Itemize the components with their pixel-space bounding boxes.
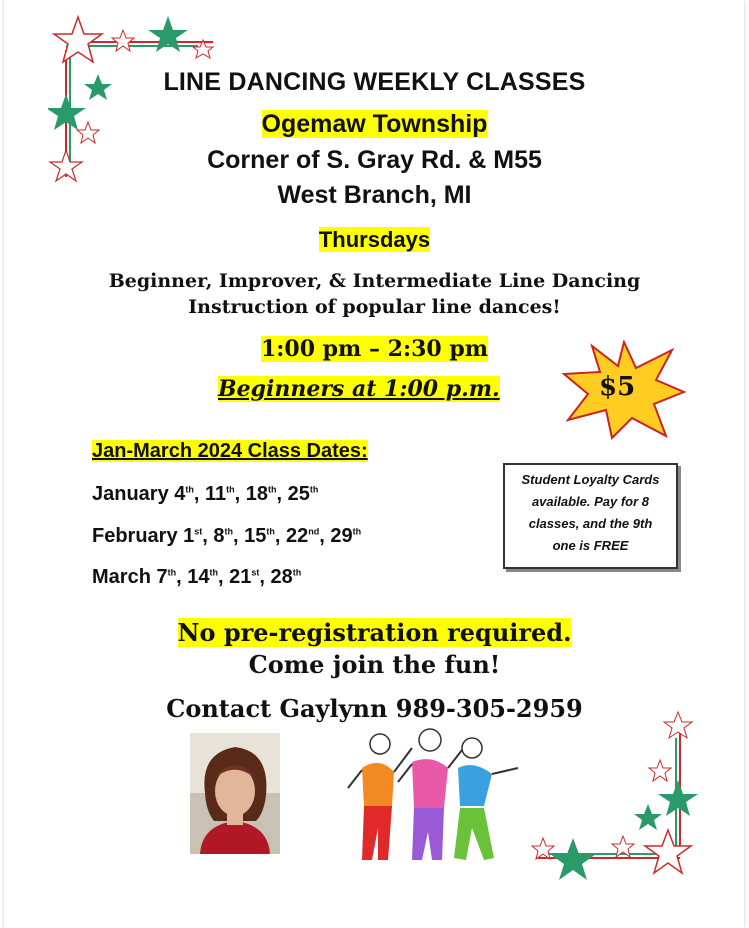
date-suffix: th: [224, 526, 234, 537]
date-day: 25th: [287, 483, 319, 505]
beginners-time: [218, 376, 500, 402]
date-month: March: [92, 566, 157, 588]
date-day: 22nd: [286, 525, 320, 547]
contact-text: Contact Gaylynn 989-305-2959: [166, 694, 583, 723]
date-suffix: th: [167, 567, 177, 578]
class-day-text: Thursdays: [318, 227, 431, 252]
date-day: 29th: [330, 525, 362, 547]
date-day: 1st: [183, 525, 203, 547]
class-time-text: 1:00 pm – 2:30 pm: [260, 336, 489, 362]
date-suffix: st: [194, 526, 203, 537]
date-day: 18th: [245, 483, 277, 505]
star-decoration-bottom-right-icon: [528, 708, 698, 888]
loyalty-line: classes, and the 9th: [528, 516, 653, 531]
loyalty-line: one is FREE: [552, 538, 629, 553]
date-day: 28th: [270, 566, 302, 588]
date-suffix: th: [266, 526, 275, 537]
flyer-title: LINE DANCING WEEKLY CLASSES: [163, 68, 586, 96]
date-suffix: nd: [308, 526, 320, 537]
date-suffix: th: [209, 567, 218, 578]
dates-march: March 7th, 14th, 21st, 28th: [92, 566, 302, 588]
date-suffix: th: [268, 484, 277, 495]
date-day: 21st: [229, 566, 260, 588]
loyalty-card-box: [503, 463, 678, 569]
class-levels: Beginner, Improver, & Intermediate Line Dancing: [108, 270, 641, 292]
class-day: [0, 227, 749, 253]
price-label: $5: [599, 372, 636, 402]
location-name-text: Ogemaw Township: [261, 110, 488, 138]
date-suffix: th: [309, 484, 319, 495]
address-line-2: West Branch, MI: [277, 181, 472, 209]
date-month: February: [92, 525, 184, 547]
date-month: January: [92, 483, 175, 505]
date-day: 14th: [187, 566, 218, 588]
date-suffix: th: [352, 526, 362, 537]
date-day: 4th: [174, 483, 194, 505]
loyalty-line: Student Loyalty Cards: [521, 472, 660, 487]
loyalty-line: available. Pay for 8: [531, 494, 650, 509]
join-text: Come join the fun!: [248, 650, 501, 679]
no-registration-text: No pre-registration required.: [177, 618, 572, 647]
dates-heading-text: Jan-March 2024 Class Dates:: [92, 440, 368, 462]
date-day: 8th: [213, 525, 234, 547]
dates-january: January 4th, 11th, 18th, 25th: [92, 483, 319, 505]
dates-february: February 1st, 8th, 15th, 22nd, 29th: [92, 525, 362, 547]
date-day: 15th: [244, 525, 275, 547]
date-day: 7th: [156, 566, 177, 588]
date-suffix: th: [292, 567, 302, 578]
no-registration: [0, 618, 749, 647]
date-suffix: st: [251, 567, 260, 578]
date-suffix: th: [226, 484, 235, 495]
dancers-illustration: [342, 728, 532, 868]
beginners-time-text: Beginners at 1:00 p.m.: [218, 376, 500, 402]
address-line-1: Corner of S. Gray Rd. & M55: [207, 146, 542, 174]
date-suffix: th: [185, 484, 194, 495]
location-name: [0, 110, 749, 139]
dates-heading: [92, 440, 368, 463]
instructor-photo: [190, 733, 280, 854]
date-day: 11th: [205, 483, 235, 505]
class-instruction: Instruction of popular line dances!: [188, 296, 561, 318]
